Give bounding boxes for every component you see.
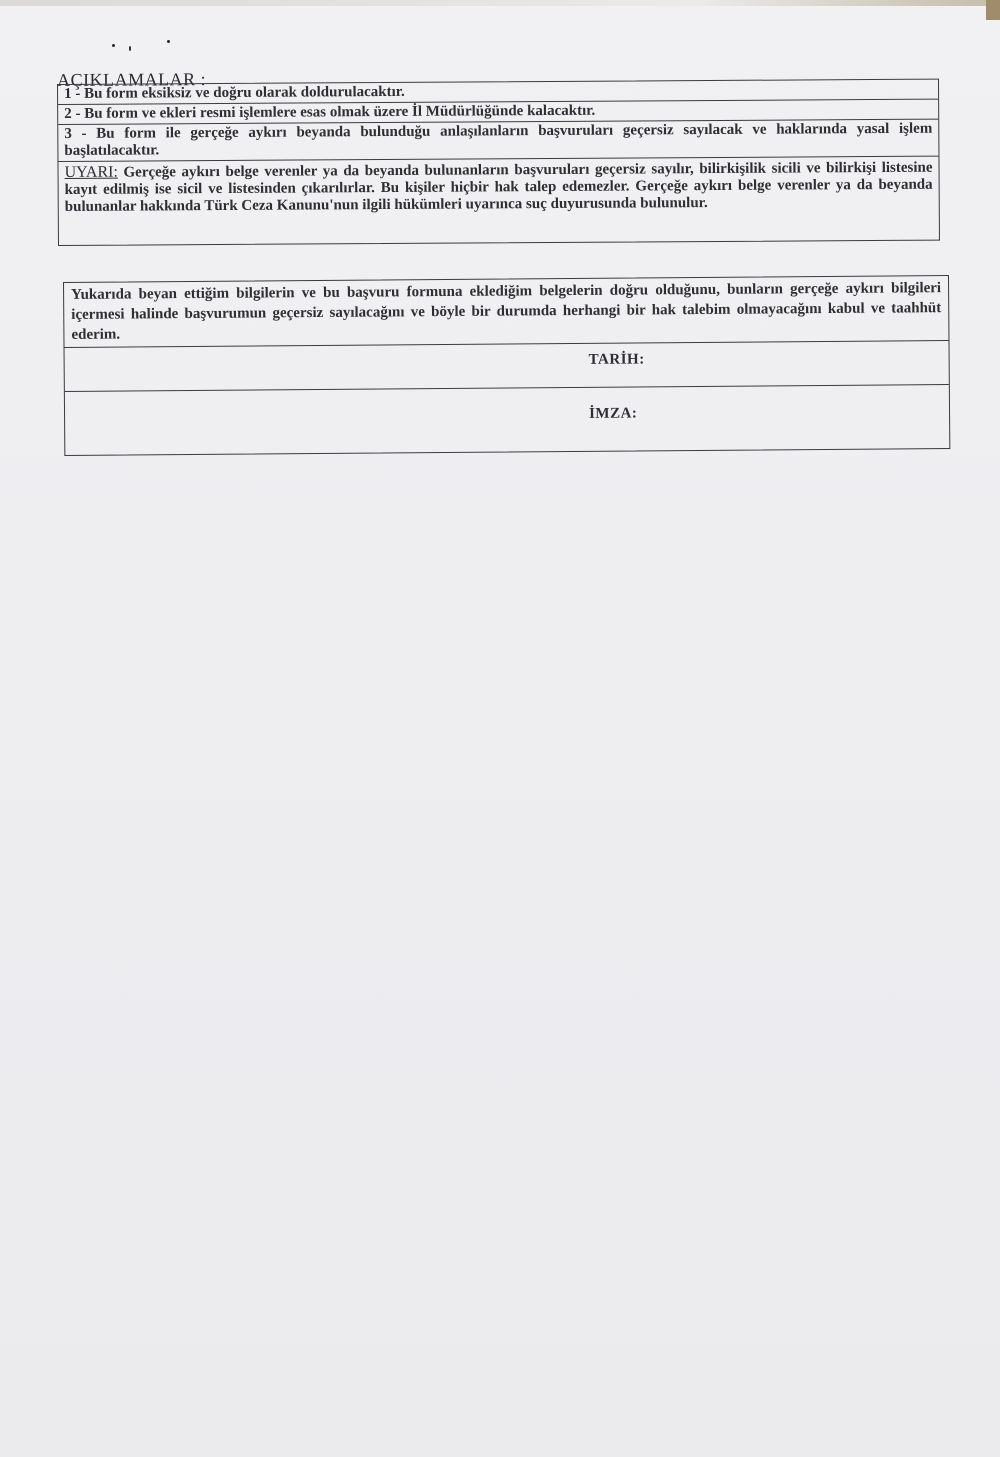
- page-top-edge: [0, 0, 1000, 6]
- signature-label: İMZA:: [588, 405, 638, 422]
- stray-marks: [112, 38, 182, 52]
- note-row: [58, 120, 938, 162]
- date-label: TARİH:: [588, 351, 645, 368]
- note-text: 3 - Bu form ile gerçeğe aykırı beyanda bulunduğu anlaşılanların başvuruları geçersiz sayılacak ve haklarında yasal işlem başlatılacaktır.: [64, 120, 933, 159]
- warning-label: UYARI:: [64, 163, 118, 181]
- warning-text: Gerçeğe aykırı belge verenler ya da beyanda bulunanların başvuruları geçersiz sayılır, bilirkişilik sicili ve bilirkişi listesine kayıt edilmiş ise sicil ve listesinden çıkarılırlar. Bu kişiler hiçbir hak talep edemezler. Gerçeğe aykırı belge verenler ya da beyanda bulunanlar hakkında Türk Ceza Kanunu'nun ilgili hükümleri uyarınca suç duyurusunda bulunulur.: [64, 159, 933, 215]
- note-text: 1 - Bu form eksiksiz ve doğru olarak doldurulacaktır.: [64, 83, 405, 102]
- explanations-table: [57, 79, 940, 246]
- background-corner: [986, 0, 1000, 20]
- signature-field[interactable]: [65, 384, 949, 455]
- warning-row: [58, 157, 938, 245]
- date-field[interactable]: [65, 340, 949, 391]
- declaration-table: [63, 275, 950, 456]
- section-title: AÇIKLAMALAR :: [57, 69, 207, 90]
- note-text: 2 - Bu form ve ekleri resmi işlemlere esas olmak üzere İl Müdürlüğünde kalacaktır.: [64, 102, 596, 122]
- declaration-text: Yukarıda beyan ettiğim bilgilerin ve bu başvuru formuna eklediğim belgelerin doğru olduğunu, bunların gerçeğe aykırı bilgileri içermesi halinde başvurumun geçersiz sayılacağını ve böyle bir durumda herhangi bir hak talebim olmayacağını kabul ve taahhüt ederim.: [71, 280, 942, 343]
